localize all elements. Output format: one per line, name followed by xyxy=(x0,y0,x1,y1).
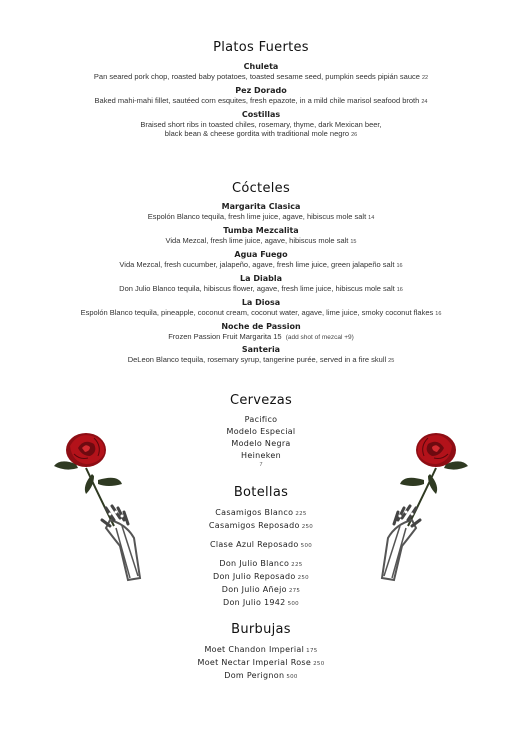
bottle-item: Don Julio 1942 500 xyxy=(223,598,299,607)
section-platos-fuertes xyxy=(0,40,522,143)
dish-desc: Vida Mezcal, fresh cucumber, jalapeño, agave, fresh lime juice, green jalapeño salt 16 xyxy=(119,260,403,269)
menu-item xyxy=(0,250,522,271)
menu-item xyxy=(0,345,522,366)
dish-desc: DeLeon Blanco tequila, rosemary syrup, tangerine purée, served in a fire skull 25 xyxy=(127,355,395,364)
price: 22 xyxy=(421,75,429,81)
section-title: Cervezas xyxy=(229,393,293,408)
price: 500 xyxy=(300,543,313,549)
bubbly-item: Moet Chandon Imperial 175 xyxy=(204,645,318,654)
dish-name: Noche de Passion xyxy=(221,322,301,331)
dish-desc: Vida Mezcal, fresh lime juice, agave, hibiscus mole salt 15 xyxy=(165,236,357,245)
section-title: Burbujas xyxy=(231,622,291,637)
dish-desc: black bean & cheese gordita with traditional mole negro 26 xyxy=(164,129,358,138)
beer-item: Pacifico xyxy=(244,415,278,424)
price: 24 xyxy=(421,99,428,105)
dish-desc: Braised short ribs in toasted chiles, rosemary, thyme, dark Mexican beer, xyxy=(140,120,382,129)
price: 15 xyxy=(350,239,357,245)
menu-item xyxy=(0,202,522,223)
menu-item xyxy=(0,62,522,83)
price: 14 xyxy=(368,215,375,221)
skeleton-hand-rose-icon xyxy=(364,428,474,588)
bottle-item: Casamigos Blanco 225 xyxy=(215,508,307,517)
menu-item xyxy=(0,274,522,295)
dish-desc: Espolón Blanco tequila, pineapple, coconut cream, coconut water, agave, lime juice, smoky coconut flakes 16 xyxy=(80,308,442,317)
skeleton-hand-rose-icon xyxy=(48,428,158,588)
menu-item xyxy=(0,322,522,342)
bottle-item: Don Julio Reposado 250 xyxy=(213,572,309,581)
beer-item: Heineken xyxy=(241,451,281,460)
dish-desc: Baked mahi-mahi fillet, sautéed corn esquites, fresh epazote, in a mild chile marisol seafood broth 24 xyxy=(94,96,428,105)
dish-name: Agua Fuego xyxy=(234,250,288,259)
dish-desc: Frozen Passion Fruit Margarita 15 (add shot of mezcal +9) xyxy=(168,332,354,341)
price: (add shot of mezcal +9) xyxy=(285,334,354,341)
price: 16 xyxy=(396,287,403,293)
price: 250 xyxy=(301,524,314,530)
dish-name: Costillas xyxy=(241,110,281,119)
bubbly-item: Moet Nectar Imperial Rose 250 xyxy=(197,658,325,667)
menu-item xyxy=(0,298,522,319)
price: 175 xyxy=(306,648,318,654)
price: 16 xyxy=(396,263,403,269)
beer-item: Modelo Negra xyxy=(231,439,291,448)
price: 500 xyxy=(286,674,298,680)
price: 250 xyxy=(297,575,309,581)
dish-desc: Espolón Blanco tequila, fresh lime juice, agave, hibiscus mole salt 14 xyxy=(147,212,375,221)
price: 16 xyxy=(435,311,442,317)
dish-name: La Diabla xyxy=(240,274,282,283)
price: 250 xyxy=(313,661,325,667)
menu-item xyxy=(0,226,522,247)
dish-name: Chuleta xyxy=(243,62,279,71)
section-cocteles xyxy=(0,181,522,369)
beer-price: 7 xyxy=(259,462,263,468)
dish-name: Pez Dorado xyxy=(235,86,287,95)
section-burbujas xyxy=(0,622,522,683)
price: 25 xyxy=(388,358,395,364)
bottle-item: Don Julio Blanco 225 xyxy=(219,559,303,568)
dish-name: La Diosa xyxy=(241,298,281,307)
beer-item: Modelo Especial xyxy=(226,427,296,436)
bottle-item: Don Julio Añejo 275 xyxy=(221,585,301,594)
dish-name: Santeria xyxy=(241,345,281,354)
section-title: Botellas xyxy=(233,485,289,500)
bubbly-item: Dom Perignon 500 xyxy=(224,671,298,680)
price: 225 xyxy=(291,562,303,568)
price: 26 xyxy=(351,132,358,138)
dish-desc: Don Julio Blanco tequila, hibiscus flower, agave, fresh lime juice, hibiscus mole salt 16 xyxy=(119,284,403,293)
bottle-item: Casamigos Reposado 250 xyxy=(208,521,314,530)
dish-name: Margarita Clasica xyxy=(221,202,301,211)
dish-name: Tumba Mezcalita xyxy=(223,226,299,235)
price: 275 xyxy=(288,588,301,594)
bottle-item: Clase Azul Reposado 500 xyxy=(209,540,313,549)
menu-item xyxy=(0,110,522,140)
price: 225 xyxy=(295,511,307,517)
menu-item xyxy=(0,86,522,107)
section-title: Cócteles xyxy=(231,181,291,196)
section-title: Platos Fuertes xyxy=(213,40,309,55)
dish-desc: Pan seared pork chop, roasted baby potatoes, toasted sesame seed, pumpkin seeds pipián sauce 22 xyxy=(93,72,429,81)
price: 500 xyxy=(287,601,299,607)
